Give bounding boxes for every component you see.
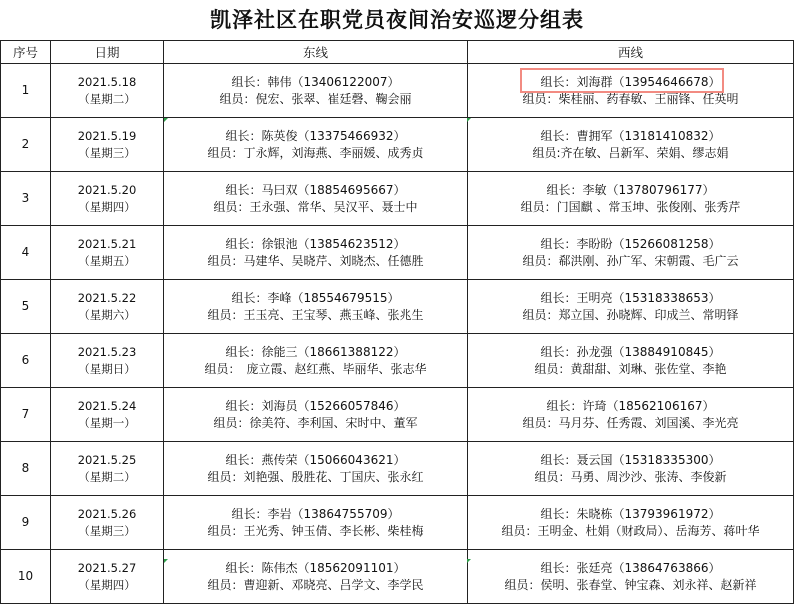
west-leader: 组长：孙龙强（13884910845） <box>540 344 721 359</box>
table-row <box>1 334 794 388</box>
cell-west[interactable] <box>468 496 794 550</box>
cell-no[interactable]: 7 <box>1 388 51 442</box>
cell-date[interactable] <box>51 442 164 496</box>
west-members: 组员：郑立国、孙晓辉、印成兰、常明铎 <box>522 307 739 322</box>
table-row <box>1 496 794 550</box>
cell-west[interactable] <box>468 442 794 496</box>
west-members: 组员：郗洪刚、孙广军、宋朝霞、毛广云 <box>522 253 739 268</box>
west-members: 组员：柴桂丽、药春敏、王丽锋、任英明 <box>522 91 739 106</box>
date-text: 2021.5.25 <box>77 452 137 467</box>
cell-comment-marker <box>467 118 471 122</box>
table-row <box>1 226 794 280</box>
weekday-text: （星期二） <box>78 469 136 484</box>
weekday-text: （星期一） <box>78 415 136 430</box>
west-members: 组员：黄甜甜、刘琳、张佐堂、李艳 <box>534 361 727 376</box>
date-text: 2021.5.19 <box>77 128 137 143</box>
cell-date[interactable] <box>51 496 164 550</box>
cell-date[interactable] <box>51 64 164 118</box>
west-leader: 组长：许琦（18562106167） <box>546 398 715 413</box>
cell-west[interactable] <box>468 118 794 172</box>
cell-west[interactable] <box>468 388 794 442</box>
weekday-text: （星期六） <box>78 307 136 322</box>
date-text: 2021.5.27 <box>77 560 137 575</box>
east-leader: 组长：马曰双（18854695667） <box>225 182 406 197</box>
table-row <box>1 442 794 496</box>
table-row <box>1 550 794 604</box>
cell-date[interactable] <box>51 118 164 172</box>
west-leader: 组长：朱晓栋（13793961972） <box>540 506 721 521</box>
west-leader: 组长：李敏（13780796177） <box>546 182 715 197</box>
west-members: 组员:齐在敏、吕新军、荣娟、缪志娟 <box>532 145 729 160</box>
cell-east[interactable] <box>164 118 468 172</box>
cell-no[interactable]: 3 <box>1 172 51 226</box>
west-members: 组员：马勇、周沙沙、张涛、李俊新 <box>534 469 727 484</box>
cell-west[interactable] <box>468 280 794 334</box>
cell-west[interactable] <box>468 64 794 118</box>
cell-no[interactable]: 8 <box>1 442 51 496</box>
weekday-text: （星期四） <box>78 199 136 214</box>
table-row <box>1 388 794 442</box>
date-text: 2021.5.26 <box>77 506 137 521</box>
header-west[interactable]: 西线 <box>468 41 794 64</box>
weekday-text: （星期三） <box>78 145 136 160</box>
date-text: 2021.5.18 <box>77 74 137 89</box>
cell-no[interactable]: 2 <box>1 118 51 172</box>
east-leader: 组长：陈英俊（13375466932） <box>225 128 406 143</box>
east-members: 组员：马建华、吴晓芹、刘晓杰、任德胜 <box>207 253 424 268</box>
east-members: 组员：王光秀、钟玉倩、李长彬、柴桂梅 <box>207 523 424 538</box>
east-leader: 组长：李岩（13864755709） <box>231 506 400 521</box>
weekday-text: （星期二） <box>78 91 136 106</box>
east-leader: 组长：韩伟（13406122007） <box>231 74 400 89</box>
date-text: 2021.5.23 <box>77 344 137 359</box>
west-members: 组员：王明金、杜娟（财政局）、岳海芳、蒋叶华 <box>501 523 760 538</box>
table-row <box>1 280 794 334</box>
cell-comment-marker <box>164 118 168 122</box>
header-no[interactable]: 序号 <box>1 41 51 64</box>
cell-no[interactable]: 4 <box>1 226 51 280</box>
east-leader: 组长：陈伟杰（18562091101） <box>225 560 406 575</box>
east-leader: 组长：燕传荣（15066043621） <box>225 452 406 467</box>
west-leader: 组长：张廷亮（13864763866） <box>540 560 721 575</box>
east-leader: 组长：李峰（18554679515） <box>231 290 400 305</box>
cell-date[interactable] <box>51 226 164 280</box>
east-members: 组员：徐美符、李利国、宋时中、董军 <box>213 415 418 430</box>
cell-west[interactable] <box>468 550 794 604</box>
header-date[interactable]: 日期 <box>51 41 164 64</box>
table-row <box>1 172 794 226</box>
table-row <box>1 64 794 118</box>
west-leader: 组长：聂云国（15318335300） <box>540 452 721 467</box>
weekday-text: （星期日） <box>78 361 136 376</box>
cell-east[interactable] <box>164 388 468 442</box>
sheet-title[interactable]: 凯泽社区在职党员夜间治安巡逻分组表 <box>210 7 584 32</box>
cell-comment-marker <box>164 559 168 563</box>
west-leader: 组长：王明亮（15318338653） <box>540 290 721 305</box>
west-leader: 组长：曹拥军（13181410832） <box>540 128 721 143</box>
west-members: 组员：马月芬、任秀霞、刘国溪、李光亮 <box>522 415 739 430</box>
east-leader: 组长：徐能三（18661388122） <box>225 344 406 359</box>
east-leader: 组长：刘海员（15266057846） <box>225 398 406 413</box>
east-leader: 组长：徐银池（13854623512） <box>225 236 406 251</box>
cell-east[interactable] <box>164 64 468 118</box>
cell-east[interactable] <box>164 496 468 550</box>
cell-date[interactable] <box>51 172 164 226</box>
header-row <box>1 41 794 64</box>
table-row <box>1 118 794 172</box>
cell-comment-marker <box>467 559 471 563</box>
weekday-text: （星期三） <box>78 523 136 538</box>
east-members: 组员：王永强、常华、吴汉平、聂士中 <box>213 199 418 214</box>
cell-east[interactable] <box>164 172 468 226</box>
east-members: 组员：刘艳强、殷胜花、丁国庆、张永红 <box>207 469 424 484</box>
cell-date[interactable] <box>51 334 164 388</box>
cell-east[interactable] <box>164 550 468 604</box>
cell-west[interactable] <box>468 172 794 226</box>
cell-no[interactable]: 5 <box>1 280 51 334</box>
east-members: 组员：倪宏、张翠、崔廷磬、鞠会丽 <box>219 91 412 106</box>
cell-date[interactable] <box>51 280 164 334</box>
cell-no[interactable]: 1 <box>1 64 51 118</box>
patrol-schedule-table <box>0 40 794 604</box>
cell-east[interactable] <box>164 280 468 334</box>
east-members: 组员： 庞立霞、赵红燕、毕丽华、张志华 <box>204 361 427 376</box>
cell-no[interactable]: 10 <box>1 550 51 604</box>
cell-date[interactable] <box>51 550 164 604</box>
west-members: 组员：门国麒 、常玉坤、张俊刚、张秀芹 <box>520 199 741 214</box>
header-east[interactable]: 东线 <box>164 41 468 64</box>
west-members: 组员：侯明、张春堂、钟宝森、刘永祥、赵新祥 <box>504 577 757 592</box>
cell-east[interactable] <box>164 334 468 388</box>
weekday-text: （星期五） <box>78 253 136 268</box>
date-text: 2021.5.20 <box>77 182 137 197</box>
east-members: 组员：丁永辉，刘海燕、李丽媛、成秀贞 <box>207 145 424 160</box>
cell-west[interactable] <box>468 334 794 388</box>
west-leader: 组长：李盼盼（15266081258） <box>540 236 721 251</box>
cell-east[interactable] <box>164 442 468 496</box>
cell-west[interactable] <box>468 226 794 280</box>
cell-no[interactable]: 6 <box>1 334 51 388</box>
cell-east[interactable] <box>164 226 468 280</box>
east-members: 组员：曹迎新、邓晓亮、吕学文、李学民 <box>207 577 424 592</box>
east-members: 组员：王玉亮、王宝琴、燕玉峰、张兆生 <box>207 307 424 322</box>
date-text: 2021.5.24 <box>77 398 137 413</box>
date-text: 2021.5.22 <box>77 290 137 305</box>
weekday-text: （星期四） <box>78 577 136 592</box>
west-leader: 组长：刘海群（13954646678） <box>540 74 721 89</box>
cell-date[interactable] <box>51 388 164 442</box>
date-text: 2021.5.21 <box>77 236 137 251</box>
cell-no[interactable]: 9 <box>1 496 51 550</box>
